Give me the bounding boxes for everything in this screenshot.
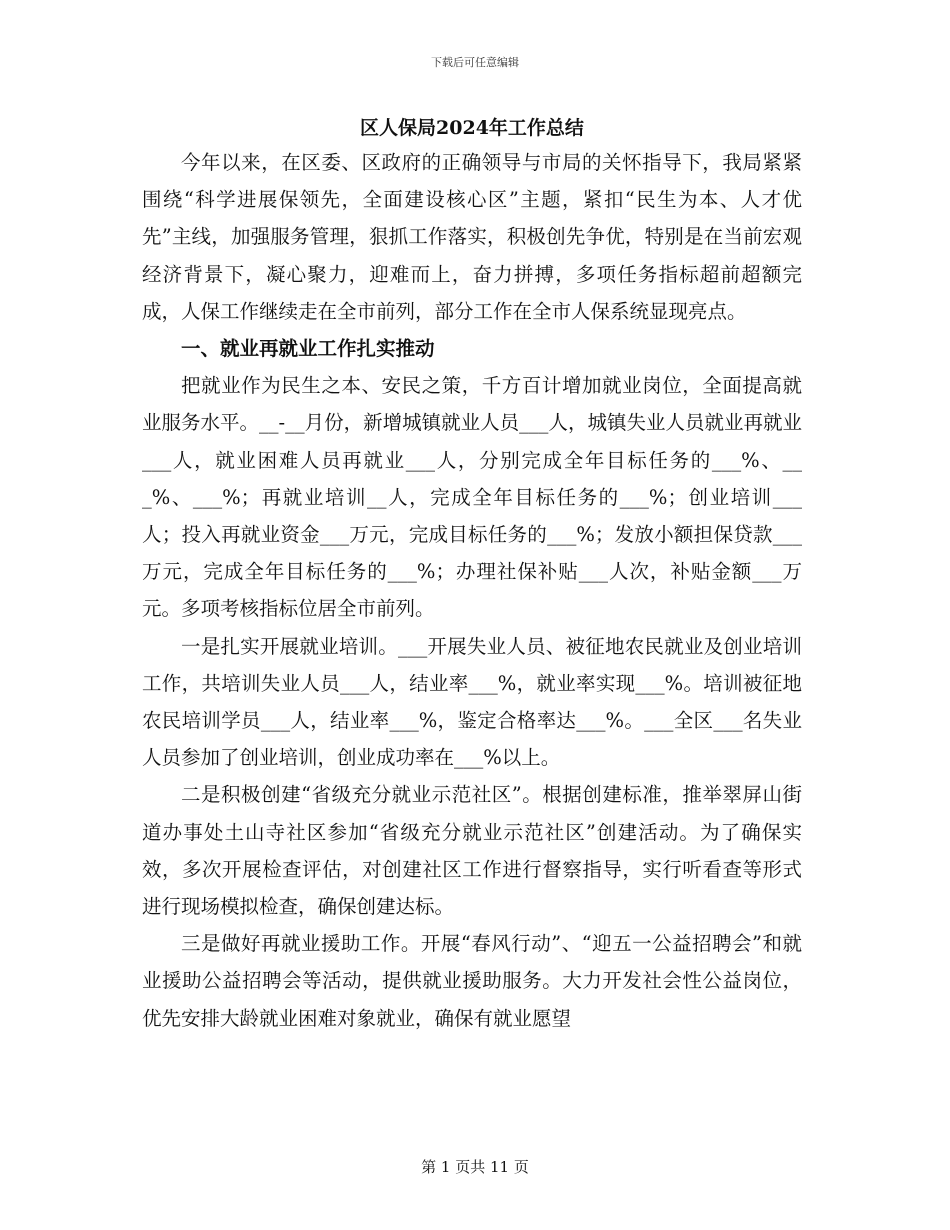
- employment-summary-paragraph: 把就业作为民生之本、安民之策，千方百计增加就业岗位，全面提高就业服务水平。__-__月份，新增城镇就业人员___人，城镇失业人员就业再就业___人，就业困难人员再就业___人，分别完成全年目标任务的___%、___%、___%；再就业培训__人，完成全年目标任务的___%；创业培训___人；投入再就业资金___万元，完成目标任务的___%；发放小额担保贷款___万元，完成全年目标任务的___%；办理社保补贴___人次，补贴金额___万元。多项考核指标位居全市前列。: [142, 374, 802, 621]
- demo-community-paragraph: 二是积极创建“省级充分就业示范社区”。根据创建标准，推举翠屏山街道办事处土山寺社区参加“省级充分就业示范社区”创建活动。为了确保实效，多次开展检查评估，对创建社区工作进行督察指导，实行听看查等形式进行现场模拟检查，确保创建达标。: [142, 783, 802, 919]
- assistance-paragraph: 三是做好再就业援助工作。开展“春风行动”、“迎五一公益招聘会”和就业援助公益招聘会等活动，提供就业援助服务。大力开发社会性公益岗位，优先安排大龄就业困难对象就业，确保有就业愿望: [142, 932, 802, 1030]
- intro-paragraph: 今年以来，在区委、区政府的正确领导与市局的关怀指导下，我局紧紧围绕“科学进展保领先，全面建设核心区”主题，紧扣“民生为本、人才优先”主线，加强服务管理，狠抓工作落实，积极创先争优，特别是在当前宏观经济背景下，凝心聚力，迎难而上，奋力拼搏，多项任务指标超前超额完成，人保工作继续走在全市前列，部分工作在全市人保系统显现亮点。: [142, 151, 802, 323]
- section-heading-employment: 一、就业再就业工作扎实推动: [181, 337, 435, 361]
- page-number: 第 1 页共 11 页: [421, 1158, 529, 1176]
- download-note: 下载后可任意编辑: [431, 56, 519, 69]
- document-title: 区人保局2024年工作总结: [360, 117, 584, 139]
- training-paragraph: 一是扎实开展就业培训。___开展失业人员、被征地农民就业及创业培训工作，共培训失业人员___人，结业率___%，就业率实现___%。培训被征地农民培训学员___人，结业率___%，鉴定合格率达___%。___全区___名失业人员参加了创业培训，创业成功率在___%以上。: [142, 634, 802, 770]
- document-body: [142, 112, 802, 1037]
